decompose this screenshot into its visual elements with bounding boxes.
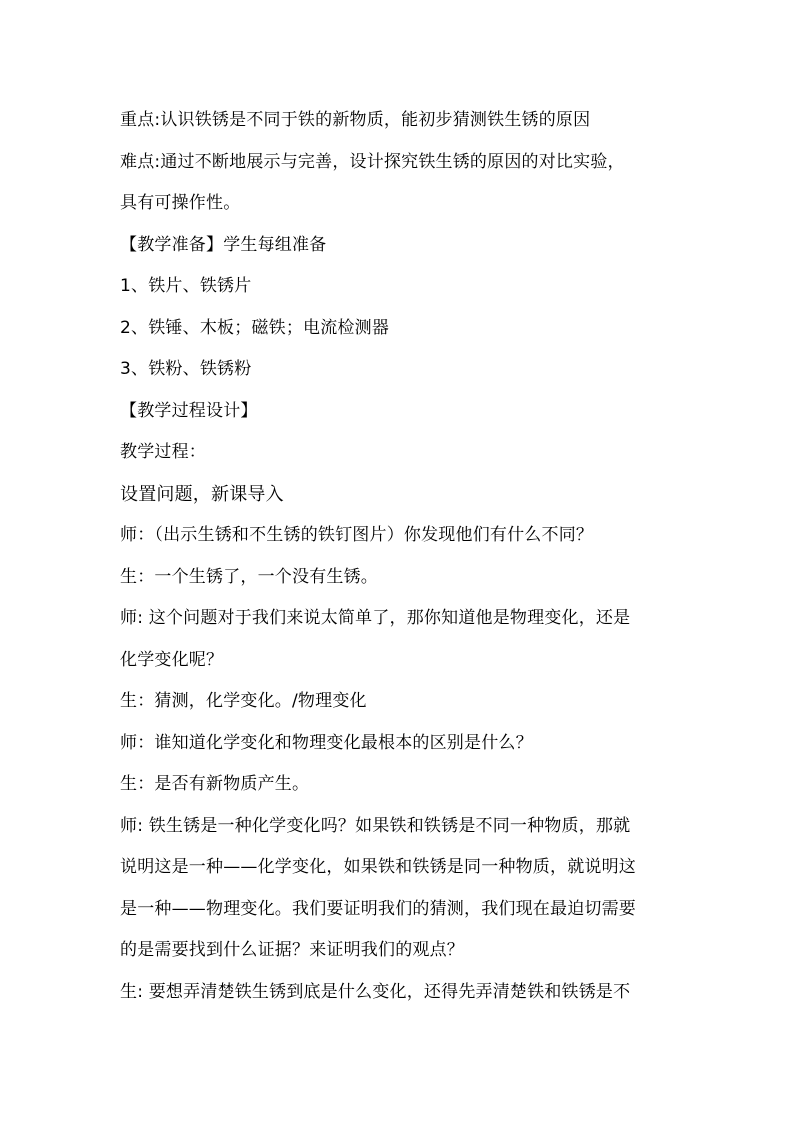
dialogue-line: 的是需要找到什么证据？来证明我们的观点？ bbox=[120, 940, 464, 960]
dialogue-line: 化学变化呢？ bbox=[120, 649, 224, 670]
preparation-item-2: 2、铁锤、木板；磁铁；电流检测器 bbox=[120, 317, 390, 338]
dialogue-line: 说明这是一种——化学变化，如果铁和铁锈是同一种物质，就说明这 bbox=[120, 857, 636, 877]
dialogue-line: 师：（出示生锈和不生锈的铁钉图片）你发现他们有什么不同？ bbox=[120, 525, 594, 545]
preparation-item-3: 3、铁粉、铁锈粉 bbox=[120, 359, 252, 379]
dialogue-line: 生：猜测，化学变化。/物理变化 bbox=[120, 691, 367, 711]
document-body bbox=[120, 100, 680, 1013]
difficulty-line-continued: 具有可操作性。 bbox=[120, 193, 241, 213]
dialogue-line: 师：谁知道化学变化和物理变化最根本的区别是什么？ bbox=[120, 732, 533, 753]
process-design-heading: 【教学过程设计】 bbox=[120, 400, 258, 421]
dialogue-line: 师: 铁生锈是一种化学变化吗？如果铁和铁锈是不同一种物质，那就 bbox=[120, 815, 631, 836]
difficulty-line: 难点:通过不断地展示与完善，设计探究铁生锈的原因的对比实验， bbox=[120, 151, 625, 172]
teaching-process-label: 教学过程： bbox=[120, 442, 206, 462]
dialogue-line: 师: 这个问题对于我们来说太简单了，那你知道他是物理变化，还是 bbox=[120, 608, 631, 628]
teaching-preparation-heading: 【教学准备】学生每组准备 bbox=[120, 234, 327, 255]
section-heading: 设置问题，新课导入 bbox=[120, 483, 284, 505]
dialogue-line: 是一种——物理变化。我们要证明我们的猜测，我们现在最迫切需要 bbox=[120, 898, 636, 919]
dialogue-line: 生: 要想弄清楚铁生锈到底是什么变化，还得先弄清楚铁和铁锈是不 bbox=[120, 981, 631, 1002]
dialogue-line: 生：一个生锈了，一个没有生锈。 bbox=[120, 566, 378, 587]
preparation-item-1: 1、铁片、铁锈片 bbox=[120, 276, 252, 296]
key-point-line: 重点:认识铁锈是不同于铁的新物质，能初步猜测铁生锈的原因 bbox=[120, 110, 591, 130]
dialogue-line: 生：是否有新物质产生。 bbox=[120, 774, 310, 794]
